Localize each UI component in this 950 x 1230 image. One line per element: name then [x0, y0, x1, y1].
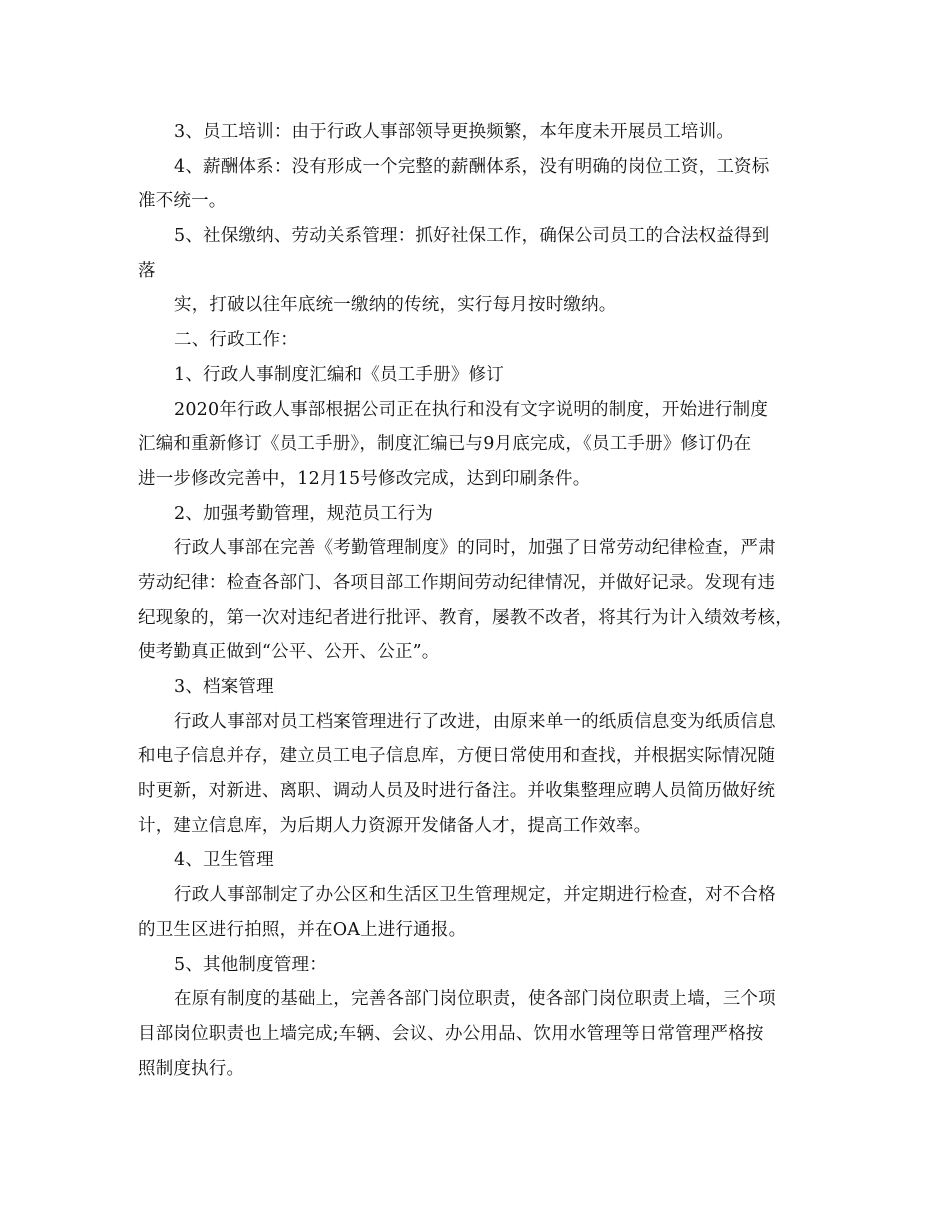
- paragraph-social-security: 5、社保缴纳、劳动关系管理：抓好社保工作，确保公司员工的合法权益得到: [174, 226, 770, 247]
- paragraph-salary-system-cont: 准不统一。: [138, 191, 227, 212]
- paragraph-staff-training: 3、员工培训：由于行政人事部领导更换频繁，本年度未开展员工培训。: [174, 122, 735, 142]
- paragraph-attendance-cont: 劳动纪律：检查各部门、各项目部工作期间劳动纪律情况，并做好记录。发现有违: [138, 572, 776, 593]
- paragraph-archives: 行政人事部对员工档案管理进行了改进，由原来单一的纸质信息变为纸质信息: [174, 711, 776, 732]
- paragraph-regulation-compilation-cont: 汇编和重新修订《员工手册》，制度汇编已与9月底完成，《员工手册》修订仍在: [138, 434, 752, 455]
- paragraph-archives-cont2: 时更新，对新进、离职、调动人员及时进行备注。并收集整理应聘人员简历做好统: [138, 781, 776, 802]
- paragraph-hygiene: 行政人事部制定了办公区和生活区卫生管理规定，并定期进行检查，对不合格: [174, 885, 776, 906]
- paragraph-salary-system: 4、薪酬体系：没有形成一个完整的薪酬体系，没有明确的岗位工资，工资标: [174, 156, 770, 177]
- heading-regulation-compilation: 1、行政人事制度汇编和《员工手册》修订: [174, 364, 504, 385]
- paragraph-attendance-cont2: 纪现象的，第一次对违纪者进行批评、教育，屡教不改者，将其行为计入绩效考核，: [138, 607, 793, 628]
- heading-admin-work: 二、行政工作：: [174, 330, 298, 351]
- paragraph-social-security-cont: 落: [138, 260, 156, 281]
- paragraph-attendance-cont3: 使考勤真正做到“公平、公开、公正”。: [138, 642, 440, 663]
- paragraph-hygiene-cont: 的卫生区进行拍照，并在OA上进行通报。: [138, 919, 467, 940]
- paragraph-other-regulations-cont2: 照制度执行。: [138, 1058, 245, 1079]
- paragraph-social-security-cont2: 实，打破以往年底统一缴纳的传统，实行每月按时缴纳。: [174, 295, 617, 316]
- paragraph-other-regulations-cont: 目部岗位职责也上墙完成;车辆、会议、办公用品、饮用水管理等日常管理严格按: [138, 1023, 764, 1044]
- paragraph-attendance: 行政人事部在完善《考勤管理制度》的同时，加强了日常劳动纪律检查，严肃: [174, 538, 776, 559]
- heading-hygiene: 4、卫生管理: [174, 850, 274, 871]
- heading-other-regulations: 5、其他制度管理：: [174, 954, 327, 975]
- heading-attendance: 2、加强考勤管理，规范员工行为: [174, 503, 434, 524]
- paragraph-other-regulations: 在原有制度的基础上，完善各部门岗位职责，使各部门岗位职责上墙，三个项: [174, 989, 776, 1010]
- paragraph-archives-cont: 和电子信息并存，建立员工电子信息库，方便日常使用和查找，并根据实际情况随: [138, 746, 776, 767]
- heading-archives: 3、档案管理: [174, 677, 274, 697]
- paragraph-regulation-compilation: 2020年行政人事部根据公司正在执行和没有文字说明的制度，开始进行制度: [174, 399, 769, 420]
- paragraph-archives-cont3: 计，建立信息库，为后期人力资源开发储备人才，提高工作效率。: [138, 815, 652, 836]
- paragraph-regulation-compilation-cont2: 进一步修改完善中，12月15号修改完成，达到印刷条件。: [138, 468, 591, 489]
- document-body: [138, 115, 818, 1086]
